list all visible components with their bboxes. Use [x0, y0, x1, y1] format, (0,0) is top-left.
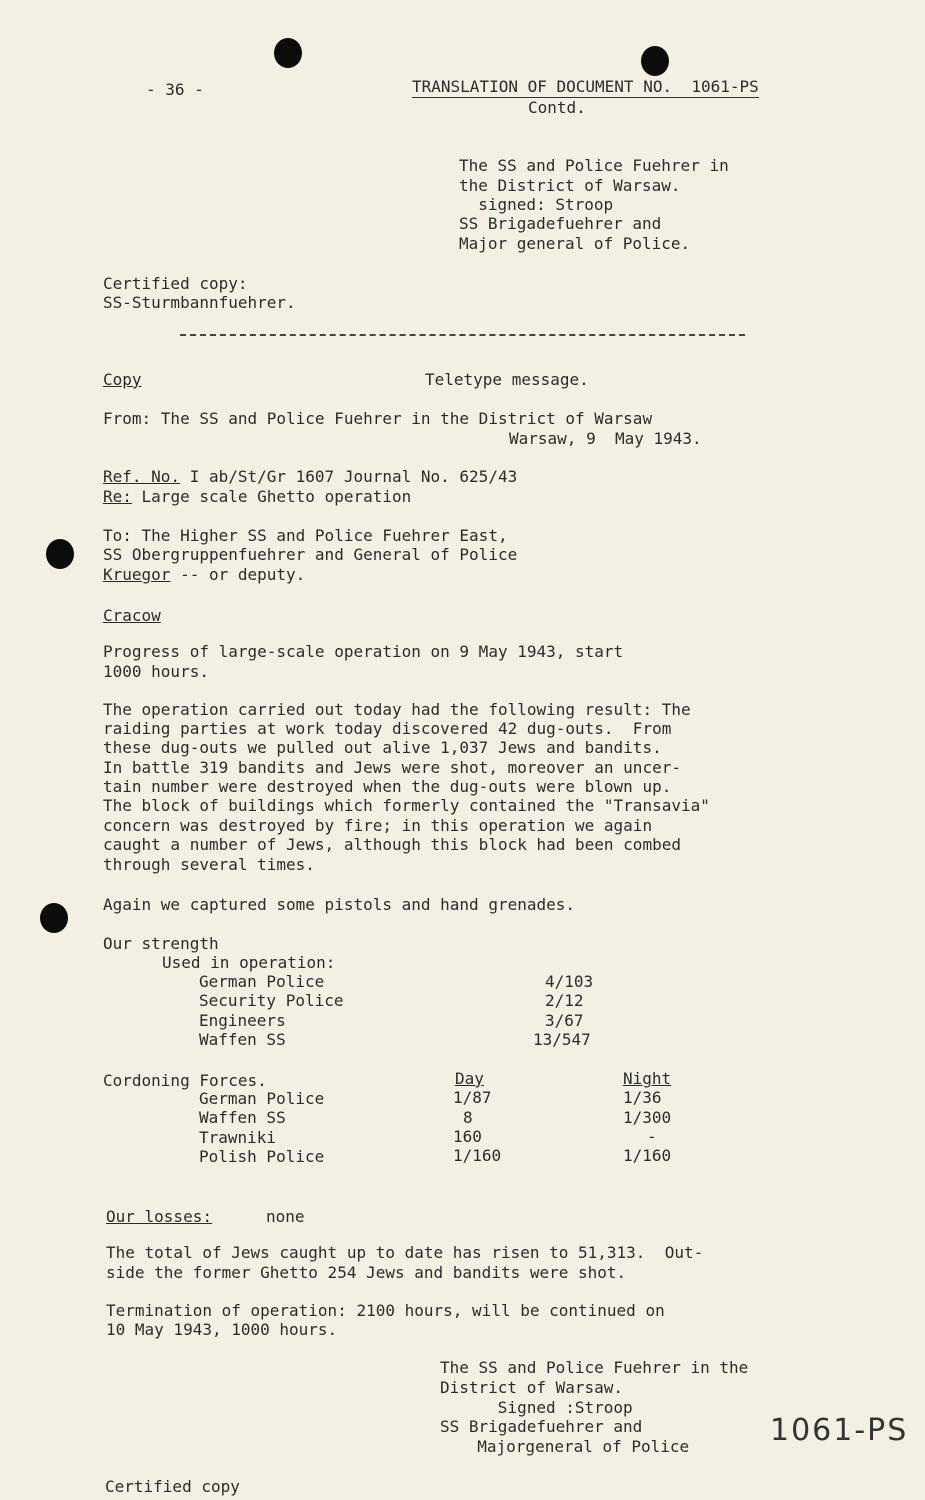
total-line: side the former Ghetto 254 Jews and bandits were shot.	[106, 1263, 627, 1282]
losses-value: none	[266, 1207, 305, 1226]
progress-line: 1000 hours.	[103, 662, 209, 681]
result-line: tain number were destroyed when the dug-outs were blown up.	[103, 777, 672, 796]
night-header: Night	[623, 1069, 672, 1088]
termination-line: Termination of operation: 2100 hours, will be continued on	[106, 1301, 665, 1320]
copy-label: Copy	[103, 370, 142, 389]
result-line: these dug-outs we pulled out alive 1,037 Jews and bandits.	[103, 738, 662, 757]
message-heading: Teletype message.	[425, 370, 589, 389]
result-line: The operation carried out today had the following result: The	[103, 700, 691, 719]
certified-copy-label: Certified copy:	[103, 274, 248, 293]
closing-signature-line: SS Brigadefuehrer and	[440, 1417, 643, 1436]
first-signature-line: signed: Stroop	[459, 195, 614, 214]
result-line: raiding parties at work today discovered 42 dug-outs. From	[103, 719, 672, 738]
used-value: 13/547	[533, 1030, 591, 1049]
closing-signature-line: The SS and Police Fuehrer in the	[440, 1358, 749, 1377]
termination-line: 10 May 1943, 1000 hours.	[106, 1320, 338, 1339]
handwritten-document-number: 1061-PS	[770, 1413, 909, 1448]
progress-line: Progress of large-scale operation on 9 May 1943, start	[103, 642, 624, 661]
cordoning-label: Cordoning Forces.	[103, 1071, 267, 1090]
used-unit: German Police	[199, 972, 325, 991]
cordoning-day: 1/87	[453, 1088, 492, 1107]
used-value: 4/103	[545, 972, 594, 991]
cordoning-night: 1/300	[623, 1108, 672, 1127]
recipient-name: Kruegor	[103, 565, 171, 584]
captured-line: Again we captured some pistols and hand grenades.	[103, 895, 576, 914]
first-signature-line: Major general of Police.	[459, 234, 691, 253]
used-unit: Security Police	[199, 991, 344, 1010]
cordoning-day: 160	[453, 1127, 482, 1146]
reference-label: Ref. No.	[103, 467, 181, 486]
punch-hole-top-right	[641, 46, 669, 76]
certified-copy-footer: Certified copy	[105, 1477, 240, 1496]
subject-label: Re:	[103, 487, 132, 506]
first-signature-line: the District of Warsaw.	[459, 176, 681, 195]
day-header: Day	[455, 1069, 484, 1088]
used-unit: Waffen SS	[199, 1030, 286, 1049]
used-value: 2/12	[545, 991, 584, 1010]
punch-hole-top-left	[274, 38, 302, 68]
reference-line	[103, 467, 517, 487]
closing-signature-line: District of Warsaw.	[440, 1378, 624, 1397]
losses-label: Our losses:	[106, 1207, 212, 1226]
recipient-line: To: The Higher SS and Police Fuehrer East,	[103, 526, 508, 545]
subject-line	[103, 487, 411, 507]
cordoning-night: 1/160	[623, 1146, 672, 1165]
from-line: From: The SS and Police Fuehrer in the District of Warsaw	[103, 409, 653, 428]
cordoning-day: 1/160	[453, 1146, 502, 1165]
total-line: The total of Jews caught up to date has risen to 51,313. Out-	[106, 1243, 704, 1262]
certifier-rank: SS-Sturmbannfuehrer.	[103, 293, 296, 312]
first-signature-line: SS Brigadefuehrer and	[459, 214, 662, 233]
result-line: through several times.	[103, 855, 315, 874]
result-line: caught a number of Jews, although this block had been combed	[103, 835, 681, 854]
cordoning-day: 8	[463, 1108, 473, 1127]
first-signature-line: The SS and Police Fuehrer in	[459, 156, 729, 175]
cordoning-unit: Trawniki	[199, 1128, 277, 1147]
punch-hole-left-middle	[46, 539, 74, 569]
cordoning-unit: German Police	[199, 1089, 325, 1108]
punch-hole-left-lower	[40, 903, 68, 933]
strength-title: Our strength	[103, 934, 219, 953]
subject-value: Large scale Ghetto operation	[131, 487, 412, 506]
result-line: concern was destroyed by fire; in this operation we again	[103, 816, 653, 835]
page-number: - 36 -	[146, 80, 204, 99]
used-value: 3/67	[545, 1011, 584, 1030]
cordoning-unit: Waffen SS	[199, 1108, 286, 1127]
result-line: In battle 319 bandits and Jews were shot, moreover an uncer-	[103, 758, 681, 777]
closing-signature-line: Majorgeneral of Police	[458, 1437, 690, 1456]
recipient-line	[103, 565, 305, 585]
recipient-line: SS Obergruppenfuehrer and General of Police	[103, 545, 518, 564]
document-title: TRANSLATION OF DOCUMENT NO. 1061-PS	[412, 77, 759, 96]
recipient-deputy: -- or deputy.	[170, 565, 306, 584]
used-in-operation-label: Used in operation:	[162, 953, 336, 972]
closing-signature-line: Signed :Stroop	[440, 1398, 633, 1417]
place-label: Cracow	[103, 606, 161, 625]
section-divider	[180, 334, 745, 336]
cordoning-unit: Polish Police	[199, 1147, 325, 1166]
used-unit: Engineers	[199, 1011, 286, 1030]
result-line: The block of buildings which formerly contained the "Transavia"	[103, 796, 710, 815]
cordoning-night: 1/36	[623, 1088, 662, 1107]
cordoning-night: -	[647, 1127, 657, 1146]
from-date-line: Warsaw, 9 May 1943.	[509, 429, 702, 448]
reference-value: I ab/St/Gr 1607 Journal No. 625/43	[180, 467, 518, 486]
document-title-contd: Contd.	[528, 98, 586, 117]
